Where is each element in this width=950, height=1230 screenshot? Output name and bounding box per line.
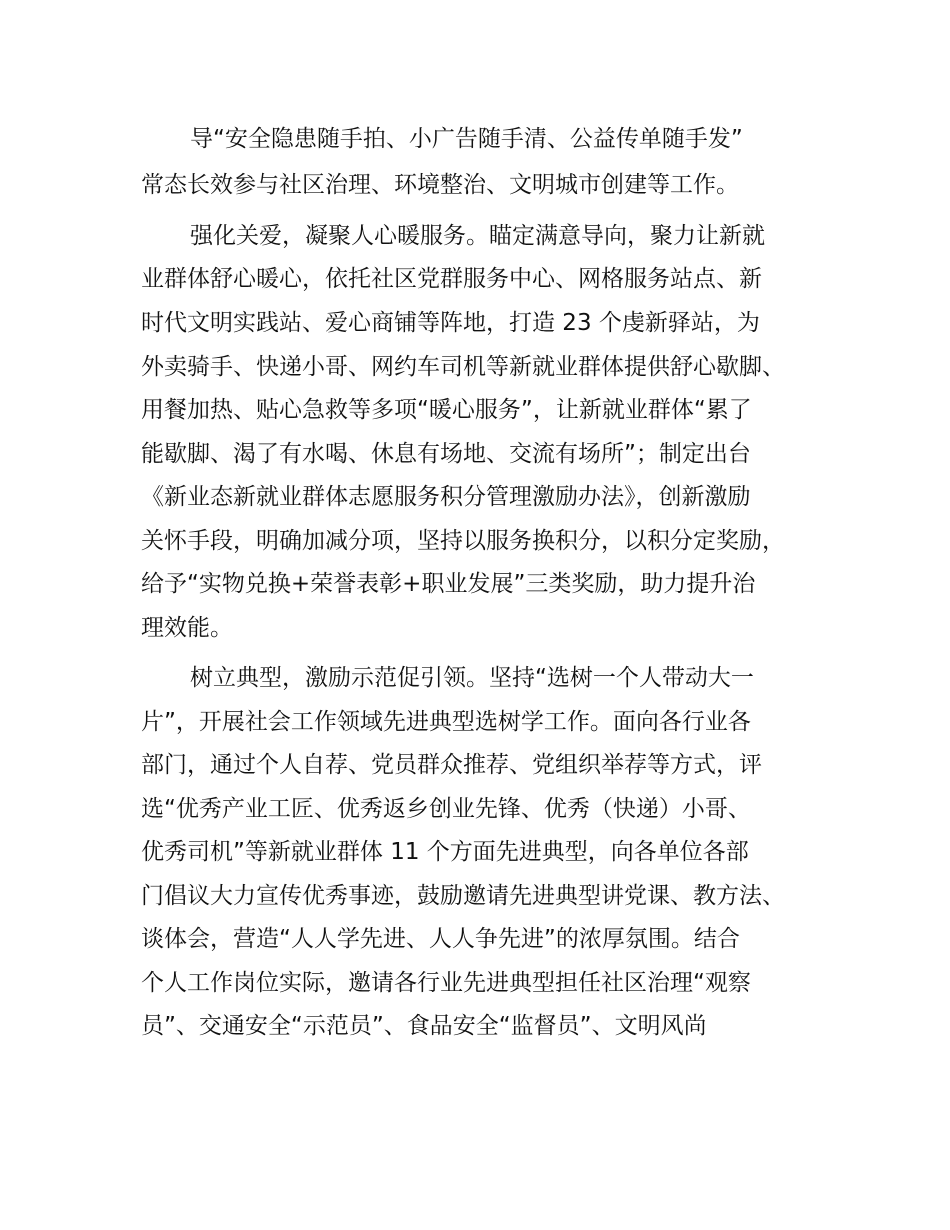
text-line: 优秀司机”等新就业群体 11 个方面先进典型，向各单位各部 — [141, 839, 749, 865]
text-line: 业群体舒心暖心，依托社区党群服务中心、网格服务站点、新 — [141, 266, 762, 292]
text-line: 关怀手段，明确加减分项，坚持以服务换积分，以积分定奖励， — [141, 528, 785, 554]
text-line: 用餐加热、贴心急救等多项“暖心服务”，让新就业群体“累了 — [141, 397, 752, 423]
text-line: 时代文明实践站、爱心商铺等阵地，打造 23 个虔新驿站，为 — [141, 310, 760, 336]
text-line: 给予“实物兑换+荣誉表彰+职业发展”三类奖励，助力提升治 — [141, 571, 756, 597]
text-line: 员”、交通安全“示范员”、食品安全“监督员”、文明风尚 — [141, 1013, 707, 1039]
text-line: 部门，通过个人自荐、党员群众推荐、党组织举荐等方式，评 — [141, 752, 762, 778]
text-line: 强化关爱，凝聚人心暖服务。瞄定满意导向，聚力让新就 — [190, 223, 765, 249]
text-line: 常态长效参与社区治理、环境整治、文明城市创建等工作。 — [141, 172, 739, 198]
text-line: 外卖骑手、快递小哥、网约车司机等新就业群体提供舒心歇脚、 — [141, 354, 785, 380]
text-line: 能歇脚、渴了有水喝、休息有场地、交流有场所”；制定出台 — [141, 441, 751, 467]
text-line: 门倡议大力宣传优秀事迹，鼓励邀请先进典型讲党课、教方法、 — [141, 883, 785, 909]
text-line: 谈体会，营造“人人学先进、人人争先进”的浓厚氛围。结合 — [141, 926, 740, 952]
text-line: 选“优秀产业工匠、优秀返乡创业先锋、优秀（快递）小哥、 — [141, 796, 751, 822]
text-line: 《新业态新就业群体志愿服务积分管理激励办法》，创新激励 — [141, 484, 751, 510]
text-line: 片”，开展社会工作领域先进典型选树学工作。面向各行业各 — [141, 709, 751, 735]
text-line: 理效能。 — [141, 615, 233, 641]
text-line: 个人工作岗位实际，邀请各行业先进典型担任社区治理“观察 — [141, 970, 751, 996]
text-line: 树立典型，激励示范促引领。坚持“选树一个人带动大一 — [190, 665, 754, 691]
text-line: 导“安全隐患随手拍、小广告随手清、公益传单随手发” — [190, 126, 743, 152]
